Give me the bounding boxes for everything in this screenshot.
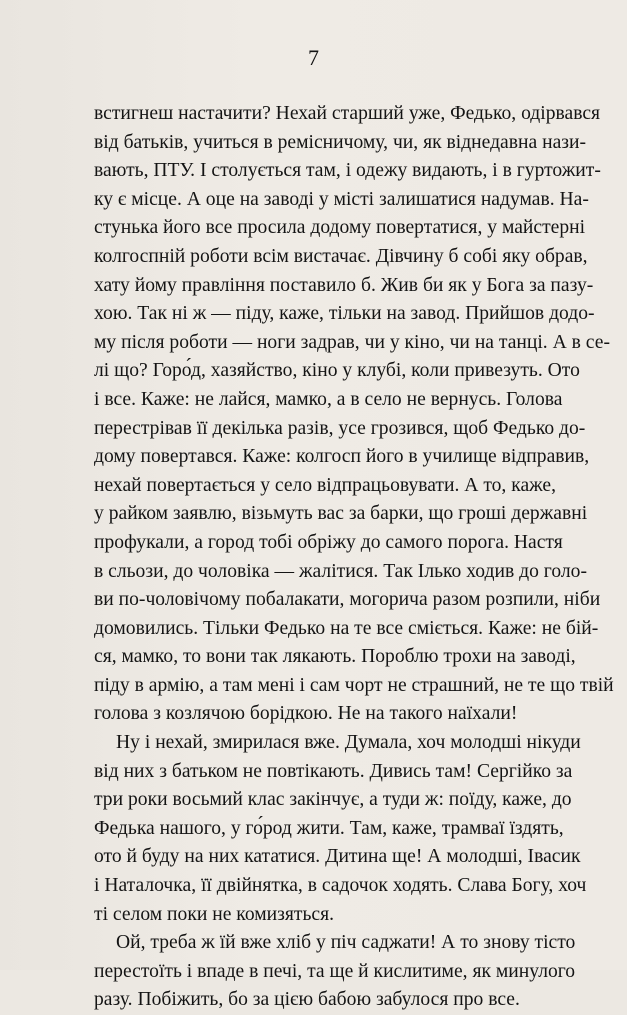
text-line: в сльози, до чоловіка — жалітися. Так Ілько ходив до голо- bbox=[94, 560, 587, 582]
text-line: вають, ПТУ. І столується там, і одежу видають, і в гуртожит- bbox=[94, 160, 601, 182]
text-line: му після роботи — ноги задрав, чи у кіно, чи на танці. А в се- bbox=[94, 331, 610, 353]
text-line: від батьків, учиться в ремісничому, чи, як віднедавна нази- bbox=[94, 131, 587, 153]
body-text bbox=[94, 100, 614, 1015]
text-line: хою. Так ні ж — піду, каже, тільки на завод. Прийшов додо- bbox=[94, 303, 595, 325]
text-line: три роки восьмий клас закінчує, а туди ж: поїду, каже, до bbox=[94, 789, 572, 811]
text-line: ся, мамко, то вони так лякають. Пороблю трохи на заводі, bbox=[94, 646, 576, 668]
paragraph bbox=[94, 929, 576, 1015]
text-line: лі що? Горо́д, хазяйство, кіно у клубі, коли привезуть. Ото bbox=[94, 360, 580, 382]
text-line: ті селом поки не комизяться. bbox=[94, 903, 334, 925]
text-line: встигнеш настачити? Нехай старший уже, Федько, одірвався bbox=[94, 103, 601, 124]
text-line: Ну і нехай, змирилася вже. Думала, хоч молодші нікуди bbox=[116, 732, 581, 754]
text-line: ку є місце. А оце на заводі у місті залишатися надумав. На- bbox=[94, 188, 589, 210]
paragraph bbox=[94, 729, 587, 929]
text-line: піду в армію, а там мені і сам чорт не страшний, не те що твій bbox=[94, 674, 614, 696]
text-line: голова з козлячою борідкою. Не на такого наїхали! bbox=[94, 703, 518, 725]
text-line: профукали, а город тобі обріжу до самого порога. Настя bbox=[94, 531, 563, 553]
text-line: ви по-чоловічому побалакати, могорича разом розпили, ніби bbox=[94, 589, 601, 611]
text-line: ото й буду на них кататися. Дитина ще! А молодші, Івасик bbox=[94, 846, 581, 868]
text-line: нехай повертається у село відпрацьовувати. А то, каже, bbox=[94, 474, 557, 496]
page-number: 7 bbox=[308, 45, 319, 70]
text-line: у райком заявлю, візьмуть вас за барки, що гроші державні bbox=[94, 503, 588, 525]
text-line: перестоїть і впаде в печі, та ще й кислитиме, як минулого bbox=[94, 960, 576, 982]
text-line: перестрівав її декілька разів, усе грозився, щоб Федько до- bbox=[94, 417, 586, 439]
paragraph bbox=[94, 100, 614, 729]
text-line: і Наталочка, її двійнятка, в садочок ходять. Слава Богу, хоч bbox=[94, 875, 587, 897]
text-line: колгоспній роботи всім вистачає. Дівчину б собі яку обрав, bbox=[94, 245, 588, 267]
text-line: разу. Побіжить, бо за цією бабою забулося про все. bbox=[94, 989, 520, 1011]
text-line: хату йому правління поставило б. Жив би як у Бога за пазу- bbox=[94, 274, 594, 296]
text-line: Федька нашого, у го́род жити. Там, каже, трамваї їздять, bbox=[94, 817, 564, 839]
text-line: і все. Каже: не лайся, мамко, а в село не вернусь. Голова bbox=[94, 388, 563, 410]
text-line: від них з батьком не повтікають. Дивись там! Сергійко за bbox=[94, 760, 573, 782]
text-line: стунька його все просила додому повертатися, у майстерні bbox=[94, 217, 586, 239]
text-line: дому повертався. Каже: колгосп його в училище відправив, bbox=[94, 446, 590, 468]
text-line: Ой, треба ж їй вже хліб у піч саджати! А то знову тісто bbox=[116, 932, 576, 954]
text-line: домовились. Тільки Федько на те все сміється. Каже: не бій- bbox=[94, 617, 599, 639]
